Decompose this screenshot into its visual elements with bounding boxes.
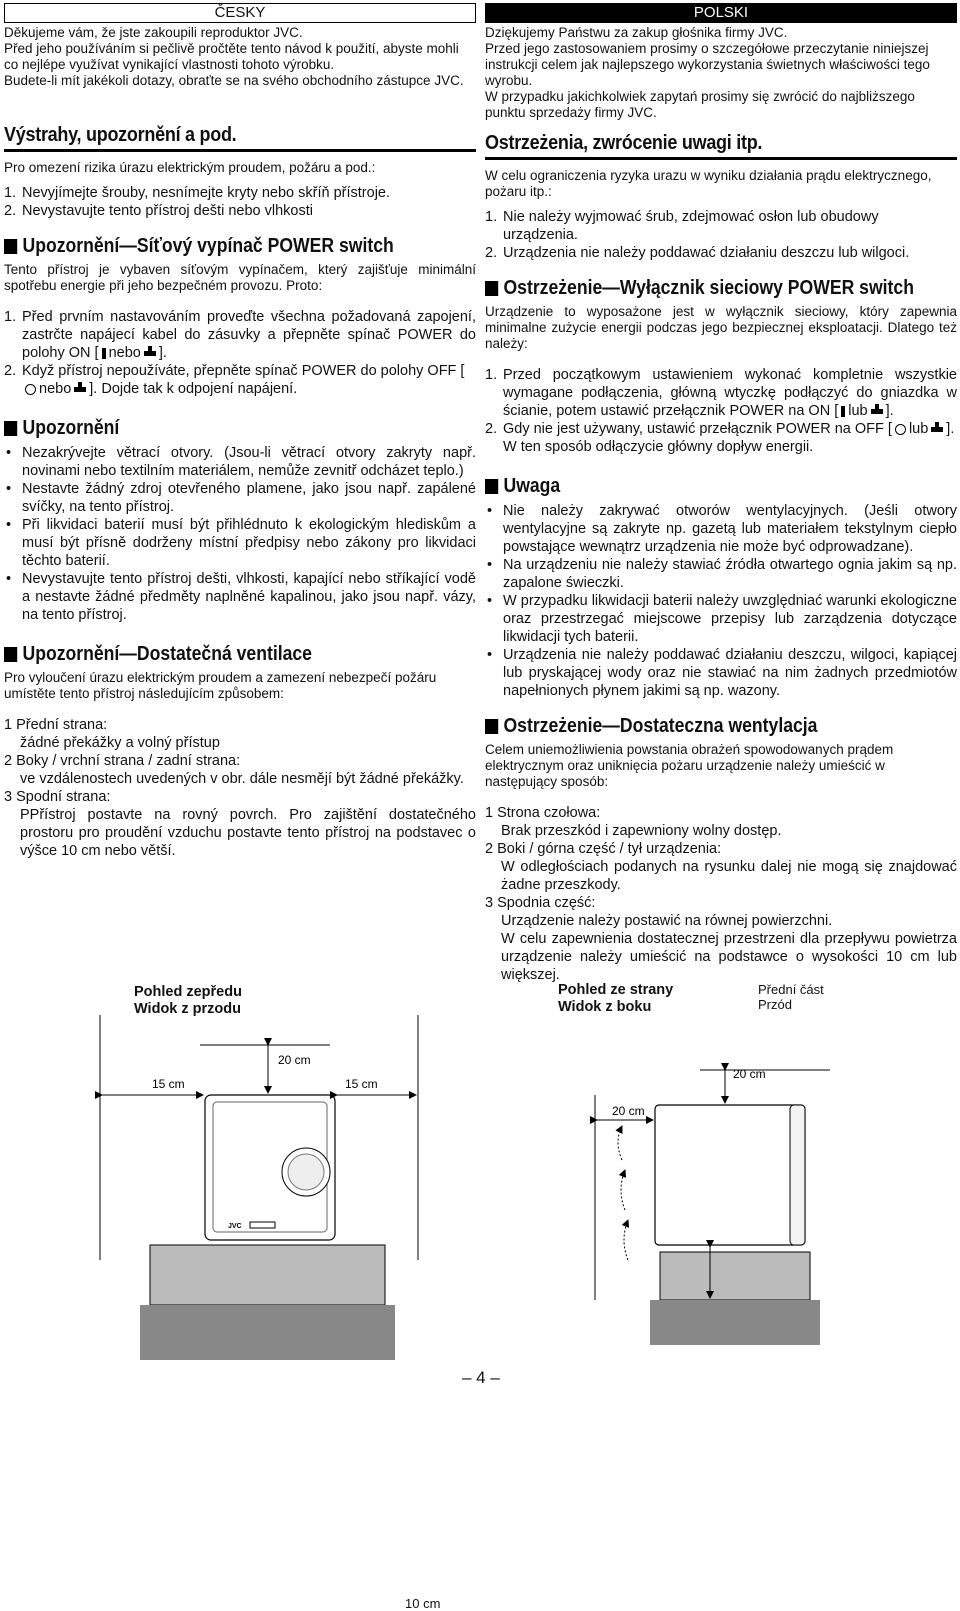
power-title-cz: Upozornění—Síťový vypínač POWER switch	[4, 234, 419, 258]
intro-line: Dziękujemy Państwu za zakup głośnika firmy JVC.	[485, 25, 788, 40]
stand-block	[150, 1245, 385, 1305]
stand-block	[660, 1252, 810, 1300]
list-item: • Urządzenia nie należy poddawać działaniu deszczu, wilgoci, kapiącej lub pryskającej wody oraz nie stawiać na nim żadnych przedmiotów napełnionych płynem jakimi są np. wazony.	[485, 646, 957, 700]
intro-line: Budete-li mít jakékoli dotazy, obraťte se na svého obchodního zástupce JVC.	[4, 73, 464, 88]
list-item: • Nevystavujte tento přístroj dešti, vlhkosti, kapající nebo stříkající vodě a nestavte žádné předměty naplněné kapalinou, jako jsou např. vázy, na tento přístroj.	[4, 570, 476, 624]
standby-icon	[871, 409, 883, 414]
front-view-diagram	[100, 1015, 418, 1360]
vent-line: ve vzdálenostech uvedených v obr. dále nesmějí být žádné překážky.	[20, 771, 464, 787]
vent-intro-cz: Pro vyloučení úrazu elektrickým proudem a zamezení nebezpečí požáru umístěte tento přístroj následujícím způsobem:	[4, 670, 437, 701]
vent-intro-pl: Celem uniemożliwienia powstania obrażeń spowodowanych prądem elektrycznym oraz uniknięcia pożaru urządzenie należy umieścić w następujący sposób:	[485, 742, 894, 789]
power-intro-cz: Tento přístroj je vybaven síťovým vypínačem, který zajišťuje minimální spotřebu energie při jeho bezpečném provozu. Proto:	[4, 262, 476, 293]
vent-line: PPřístroj postavte na rovný povrch. Pro zajištění dostatečného prostoru pro proudění vzduchu postavte tento přístroj na podstavec o výšce 10 cm nebo větší.	[20, 807, 476, 859]
intro-cz	[4, 25, 476, 89]
language-header-cz: ČESKY	[4, 3, 476, 23]
side-view-caption: Pohled ze strany Widok z boku	[558, 982, 674, 1015]
caution-list-pl	[485, 502, 957, 700]
risk-item: 1. Nie należy wyjmować śrub, zdejmować osłon lub obudowy urządzenia.	[485, 209, 879, 243]
standby-on-icon	[102, 348, 106, 359]
dim-top-label: 20 cm	[278, 1053, 311, 1067]
vent-line: 3 Spodní strana:	[4, 789, 111, 805]
square-bullet-icon	[485, 719, 498, 734]
vent-line: W odległościach podanych na rysunku dalej nie mogą się znajdować żadne przeszkody.	[501, 859, 957, 893]
front-label: Přední část Przód	[758, 982, 824, 1012]
vent-line: Urządzenie należy postawić na równej powierzchni.	[501, 913, 833, 929]
floor-block	[140, 1305, 395, 1360]
power-item-2: 2. Když přístroj nepoužíváte, přepněte spínač POWER do polohy OFF [nebo ]. Dojde tak k odpojení napájení.	[4, 363, 465, 397]
power-intro-pl: Urządzenie to wyposażone jest w wyłącznik sieciowy, który zapewnia minimalne zużycie energii podczas jego bezpiecznej eksploatacji. Dlatego też należy:	[485, 304, 957, 351]
power-item-2: 2. Gdy nie jest używany, ustawić przełącznik POWER na OFF [ lub ]. W ten sposób odłączycie główny dopływ energii.	[485, 421, 955, 455]
vent-line: 2 Boky / vrchní strana / zadní strana:	[4, 753, 241, 769]
section-title-pl: Ostrzeżenia, zwrócenie uwagi itp.	[485, 132, 763, 154]
section-rule	[485, 157, 957, 160]
vent-line: 3 Spodnia część:	[485, 895, 596, 911]
list-item: • Na urządzeniu nie należy stawiać źródła otwartego ognia jakim są np. zapalone świeczki.	[485, 556, 957, 592]
vent-line: 2 Boki / górna część / tył urządzenia:	[485, 841, 722, 857]
power-off-icon	[25, 384, 36, 395]
airflow-arrow	[618, 1126, 622, 1160]
intro-line: W przypadku jakichkolwiek zapytań prosimy się zwrócić do najbliższego punktu sprzedaży firmy JVC.	[485, 89, 915, 120]
power-button	[250, 1222, 275, 1228]
dim-bottom-label: 10 cm	[405, 1596, 441, 1611]
standby-on-icon	[841, 406, 845, 417]
dim-right-label: 15 cm	[345, 1077, 378, 1091]
vent-line: 1 Strona czołowa:	[485, 805, 601, 821]
section-rule	[4, 149, 476, 152]
risk-item: 1. Nevyjímejte šrouby, nesnímejte kryty nebo skříň přístroje.	[4, 185, 391, 201]
polish-column	[485, 3, 957, 984]
caution-title-cz: Upozornění	[4, 416, 419, 440]
list-item: • W przypadku likwidacji baterii należy uwzględniać warunki ekologiczne oraz przestrzegać miejscowe przepisy lub zarządzenia dotyczące likwidacji tych baterii.	[485, 592, 957, 646]
dim-side-back-label: 20 cm	[612, 1104, 645, 1118]
language-header-pl: POLSKI	[485, 3, 957, 23]
square-bullet-icon	[4, 421, 17, 436]
vent-line: W celu zapewnienia dostatecznej przestrzeni dla przepływu powietrza urządzenie należy umieścić na podstawce o wysokości 10 cm lub większej.	[501, 931, 957, 983]
list-item: • Nezakrývejte větrací otvory. (Jsou-li větrací otvory zakryty např. novinami nebo textilním materiálem, nemůže zevnitř odcházet teplo.)	[4, 444, 476, 480]
speaker-driver-inner	[288, 1154, 324, 1190]
vent-line: žádné překážky a volný přístup	[20, 735, 220, 751]
vent-title-cz: Upozornění—Dostatečná ventilace	[4, 642, 419, 666]
standby-icon	[144, 351, 156, 356]
airflow-arrow	[624, 1220, 628, 1260]
intro-line: Przed jego zastosowaniem prosimy o szczegółowe przeczytanie niniejszej instrukcji celem jak najlepszego wykorzystania świetnych właściwości tego wyrobu.	[485, 41, 930, 88]
speaker-side	[655, 1105, 805, 1245]
vent-line: 1 Přední strana:	[4, 717, 108, 733]
brand-logo: JVC	[228, 1223, 242, 1230]
speaker-front-edge	[790, 1105, 805, 1245]
power-item-1: 1. Przed początkowym ustawieniem wykonać kompletnie wszystkie wymagane podłączenia, główną wtyczkę podłączyć do gniazdka w ścianie, potem ustawić przełącznik POWER na ON [ lub ].	[485, 367, 957, 419]
caution-list-cz	[4, 444, 476, 624]
side-view-diagram	[595, 1067, 830, 1345]
list-item: • Nie należy zakrywać otworów wentylacyjnych. (Jeśli otwory wentylacyjne są zakryte np. gazetą lub materiałem tekstylnym ciepło powstające wewnątrz urządzenia nie może być odprowadzane).	[485, 502, 957, 556]
diagram-drawing	[0, 960, 960, 1360]
intro-line: Před jeho používáním si pečlivě pročtěte tento návod k použití, abyste mohli co nejlépe využívat vynikající vlastnosti tohoto výrobku.	[4, 41, 459, 72]
ventilation-diagrams	[0, 960, 960, 1611]
caution-title-pl: Uwaga	[485, 474, 900, 498]
dim-left-label: 15 cm	[152, 1077, 185, 1091]
square-bullet-icon	[485, 479, 498, 494]
square-bullet-icon	[485, 281, 498, 296]
risk-item: 2. Urządzenia nie należy poddawać działaniu deszczu lub wilgoci.	[485, 245, 910, 261]
czech-column	[4, 3, 476, 860]
airflow-arrow	[621, 1170, 625, 1210]
standby-icon	[74, 387, 86, 392]
floor-block	[650, 1300, 820, 1345]
section-title-cz: Výstrahy, upozornění a pod.	[4, 124, 237, 146]
risk-item: 2. Nevystavujte tento přístroj dešti nebo vlhkosti	[4, 203, 313, 219]
risk-intro-cz: Pro omezení rizika úrazu elektrickým proudem, požáru a pod.:	[4, 160, 376, 175]
vent-line: Brak przeszkód i zapewniony wolny dostęp.	[501, 823, 782, 839]
power-title-pl: Ostrzeżenie—Wyłącznik sieciowy POWER switch	[485, 276, 900, 300]
square-bullet-icon	[4, 239, 17, 254]
dim-side-top-label: 20 cm	[733, 1067, 766, 1081]
list-item: • Nestavte žádný zdroj otevřeného plamene, jako jsou např. zapálené svíčky, na tento přístroj.	[4, 480, 476, 516]
square-bullet-icon	[4, 647, 17, 662]
vent-title-pl: Ostrzeżenie—Dostateczna wentylacja	[485, 714, 900, 738]
power-off-icon	[895, 424, 906, 435]
intro-line: Děkujeme vám, že jste zakoupili reproduktor JVC.	[4, 25, 303, 40]
intro-pl	[485, 25, 957, 121]
standby-icon	[931, 427, 943, 432]
power-item-1: 1. Před prvním nastavováním proveďte všechna požadovaná zapojení, zastrčte napájecí kabel do zásuvky a přepněte spínač POWER do polohy ON [ nebo ].	[4, 309, 476, 361]
list-item: • Při likvidaci baterií musí být přihlédnuto k ekologickým hlediskům a musí být přísně dodrženy místní předpisy nebo zákony pro likvidaci těchto baterií.	[4, 516, 476, 570]
page-number: – 4 –	[462, 1368, 500, 1387]
front-view-caption: Pohled zepředu Widok z przodu	[134, 984, 242, 1017]
risk-intro-pl: W celu ograniczenia ryzyka urazu w wyniku działania prądu elektrycznego, pożaru itp.:	[485, 168, 932, 199]
